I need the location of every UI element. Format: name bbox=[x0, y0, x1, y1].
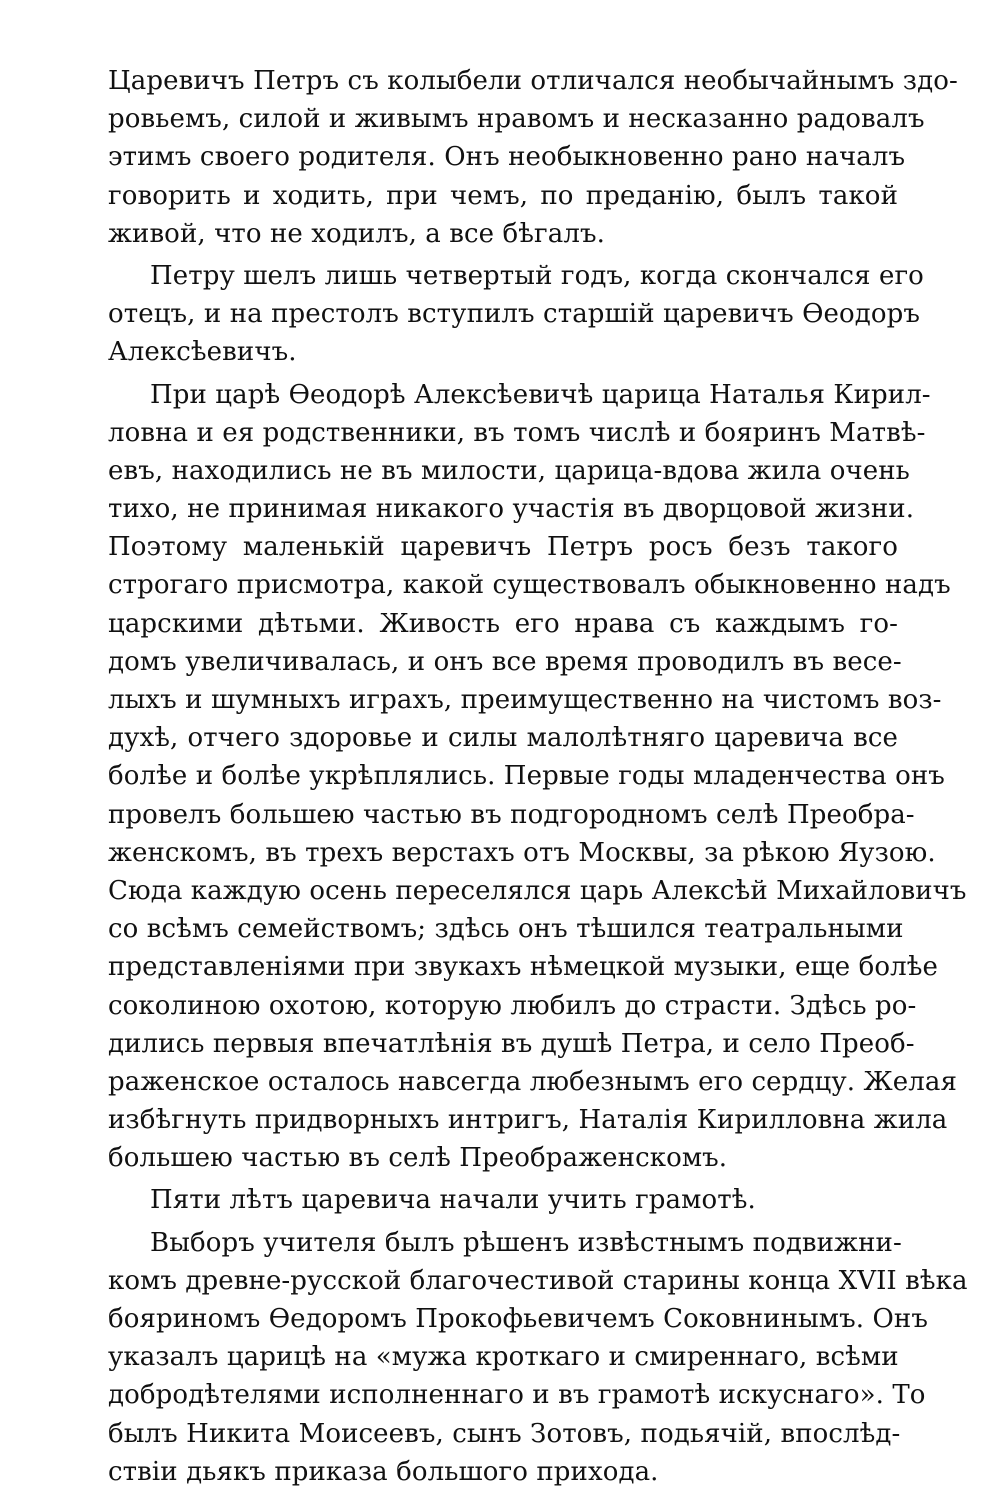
text-line: ровьемъ, силой и живымъ нравомъ и несказанно радовалъ bbox=[108, 104, 925, 135]
paragraph-2 bbox=[108, 257, 924, 372]
text-line: отецъ, и на престолъ вступилъ старшій царевичъ Ѳеодоръ bbox=[108, 299, 921, 330]
text-line: говорить и ходить, при чемъ, по преданію, былъ такой bbox=[108, 180, 898, 211]
text-line: добродѣтелями исполненнаго и въ грамотѣ искуснаго». То bbox=[108, 1380, 926, 1411]
text-line: Алексѣевичъ. bbox=[108, 337, 297, 368]
text-line: Поэтому маленькій царевичъ Петръ росъ безъ такого bbox=[108, 532, 898, 563]
text-line: представленіями при звукахъ нѣмецкой музыки, еще болѣе bbox=[108, 952, 938, 983]
text-line: раженское осталось навсегда любезнымъ его сердцу. Желая bbox=[108, 1066, 957, 1097]
text-line: Сюда каждую осень переселялся царь Алексѣй Михайловичъ bbox=[108, 875, 967, 906]
text-line: избѣгнуть придворныхъ интригъ, Наталія Кирилловна жила bbox=[108, 1105, 948, 1136]
text-line: женскомъ, въ трехъ верстахъ отъ Москвы, за рѣкою Яузою. bbox=[108, 837, 936, 868]
paragraph-3 bbox=[108, 376, 967, 1178]
text-line: болѣе и болѣе укрѣплялись. Первые годы младенчества онъ bbox=[108, 761, 945, 792]
text-column bbox=[108, 62, 968, 1491]
text-line: Пяти лѣтъ царевича начали учить грамотѣ. bbox=[150, 1185, 756, 1216]
text-line: комъ древне-русской благочестивой старины конца XVII вѣка bbox=[108, 1265, 968, 1296]
text-line: этимъ своего родителя. Онъ необыкновенно рано началъ bbox=[108, 142, 906, 173]
text-line: При царѣ Ѳеодорѣ Алексѣевичѣ царица Наталья Кирил- bbox=[150, 379, 931, 410]
text-line: Выборъ учителя былъ рѣшенъ извѣстнымъ подвижни- bbox=[150, 1227, 902, 1258]
text-line: евъ, находились не въ милости, царица-вдова жила очень bbox=[108, 455, 910, 486]
text-line: ловна и ея родственники, въ томъ числѣ и бояринъ Матвѣ- bbox=[108, 417, 926, 448]
text-line: соколиною охотою, которую любилъ до страсти. Здѣсь ро- bbox=[108, 990, 917, 1021]
text-line: ствіи дьякъ приказа большого прихода. bbox=[108, 1456, 659, 1487]
text-line: тихо, не принимая никакого участія въ дворцовой жизни. bbox=[108, 494, 915, 525]
text-line: указалъ царицѣ на «мужа кроткаго и смиреннаго, всѣми bbox=[108, 1342, 899, 1373]
text-line: дились первыя впечатлѣнія въ душѣ Петра, и село Преоб- bbox=[108, 1028, 915, 1059]
text-line: царскими дѣтьми. Живость его нрава съ каждымъ го- bbox=[108, 608, 898, 639]
text-line: Петру шелъ лишь четвертый годъ, когда скончался его bbox=[150, 260, 924, 291]
text-line: бояриномъ Ѳедоромъ Прокофьевичемъ Соковнинымъ. Онъ bbox=[108, 1304, 928, 1334]
text-line: провелъ большею частью въ подгородномъ селѣ Преобра- bbox=[108, 799, 915, 830]
text-line: лыхъ и шумныхъ играхъ, преимущественно на чистомъ воз- bbox=[108, 685, 942, 715]
text-line: домъ увеличивалась, и онъ все время проводилъ въ весе- bbox=[108, 646, 902, 677]
text-line: живой, что не ходилъ, а все бѣгалъ. bbox=[108, 218, 606, 249]
text-line: духѣ, отчего здоровье и силы малолѣтняго царевича все bbox=[108, 723, 898, 754]
text-line: Царевичъ Петръ съ колыбели отличался необычайнымъ здо- bbox=[108, 66, 958, 96]
paragraph-4 bbox=[108, 1181, 898, 1219]
text-line: былъ Никита Моисеевъ, сынъ Зотовъ, подьячій, впослѣд- bbox=[108, 1418, 901, 1449]
paragraph-1 bbox=[108, 62, 958, 253]
text-line: со всѣмъ семействомъ; здѣсь онъ тѣшился театральными bbox=[108, 914, 904, 945]
text-line: большею частью въ селѣ Преображенскомъ. bbox=[108, 1143, 728, 1174]
paragraph-5 bbox=[108, 1224, 968, 1491]
text-line: строгаго присмотра, какой существовалъ обыкновенно надъ bbox=[108, 570, 951, 601]
